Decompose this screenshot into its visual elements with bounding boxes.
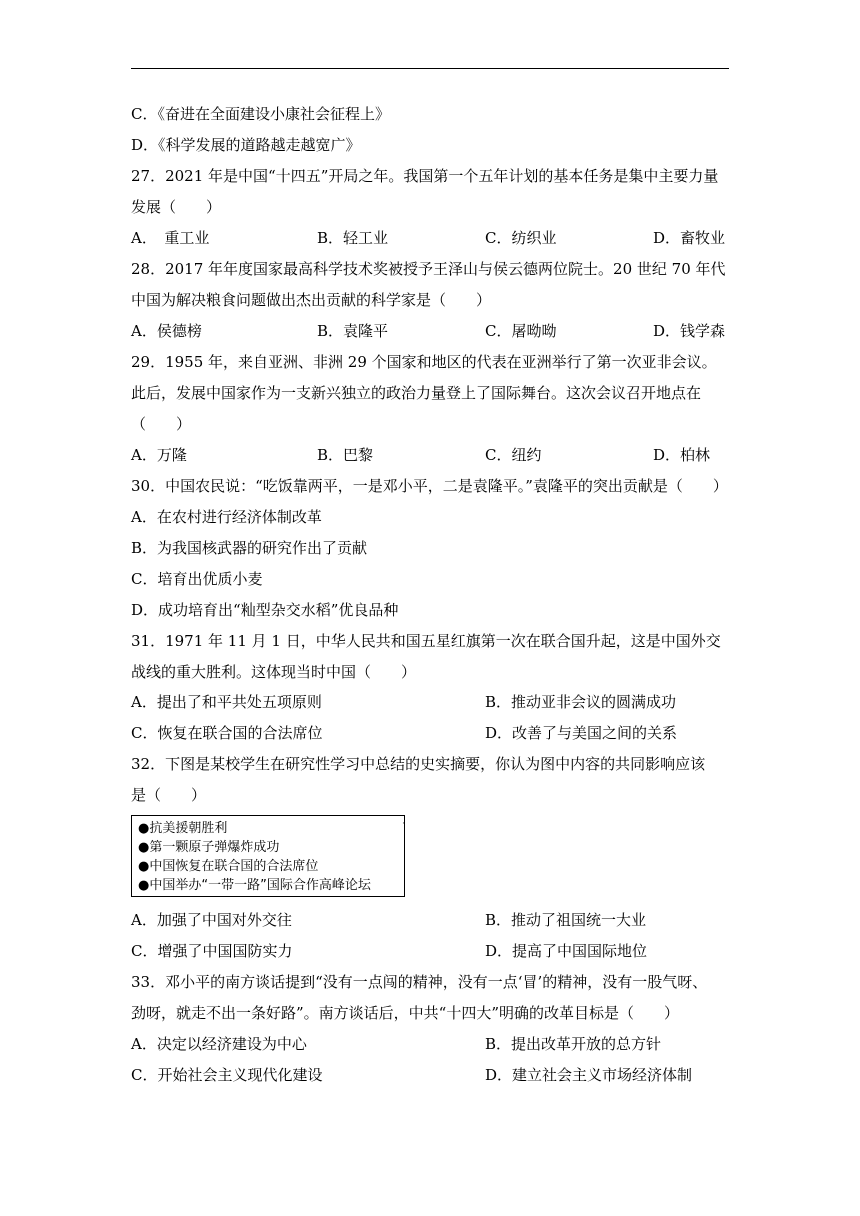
- figure-item: ●中国恢复在联合国的合法席位: [138, 859, 319, 874]
- q30-option-d: D．成功培育出“籼型杂交水稻”优良品种: [131, 601, 399, 619]
- q32-line-1: 32．下图是某校学生在研究性学习中总结的史实摘要，你认为图中内容的共同影响应该: [131, 755, 706, 773]
- q33-option-a: A．决定以经济建设为中心: [131, 1035, 307, 1053]
- q28-option-b: B．袁隆平: [317, 322, 389, 340]
- q28-options: [131, 321, 731, 341]
- q30-option-a: A．在农村进行经济体制改革: [131, 508, 322, 526]
- q27-line-1: 27．2021 年是中国“十四五”开局之年。我国第一个五年计划的基本任务是集中主要力量: [131, 167, 719, 185]
- q28-line-1: 28．2017 年年度国家最高科学技术奖被授予王泽山与侯云德两位院士。20 世纪 70 年代: [131, 260, 726, 278]
- q29-option-d: D．柏林: [653, 446, 711, 464]
- q31-option-b: B．推动亚非会议的圆满成功: [485, 693, 677, 711]
- q32-option-a: A．加强了中国对外交往: [131, 911, 292, 929]
- q29-options: [131, 445, 731, 465]
- corner-mark: ·: [402, 819, 405, 829]
- figure-item: ●中国举办“一带一路”国际合作高峰论坛: [138, 878, 371, 893]
- q29-option-c: C．纽约: [485, 446, 542, 464]
- q30-line-1: 30．中国农民说：“吃饭靠两平，一是邓小平，二是袁隆平。”袁隆平的突出贡献是（ ）: [131, 477, 728, 495]
- q33-option-b: B．提出改革开放的总方针: [485, 1035, 662, 1053]
- q33-option-d: D．建立社会主义市场经济体制: [485, 1066, 693, 1084]
- q28-option-c: C．屠呦呦: [485, 322, 557, 340]
- q29-line-2: 此后，发展中国家作为一支新兴独立的政治力量登上了国际舞台。这次会议召开地点在: [131, 384, 702, 402]
- q29-option-b: B．巴黎: [317, 446, 374, 464]
- q29-option-a: A．万隆: [131, 446, 187, 464]
- q27-option-d: D．畜牧业: [653, 229, 726, 247]
- q33-line-1: 33．邓小平的南方谈话提到“没有一点闯的精神，没有一点‘冒’的精神，没有一股气呀、: [131, 973, 708, 991]
- q27-line-2: 发展（ ）: [131, 198, 222, 216]
- option-c-prev: C．《奋进在全面建设小康社会征程上》: [131, 105, 390, 123]
- q33-option-c: C．开始社会主义现代化建设: [131, 1066, 323, 1084]
- q27-option-a: A． 重工业: [131, 229, 210, 247]
- header-rule: [131, 68, 729, 69]
- q29-line-3: （ ）: [131, 415, 192, 433]
- q31-option-c: C．恢复在联合国的合法席位: [131, 724, 323, 742]
- q33-options-row-1: [131, 1034, 731, 1054]
- q31-option-a: A．提出了和平共处五项原则: [131, 693, 322, 711]
- option-d-prev: D．《科学发展的道路越走越宽广》: [131, 136, 361, 154]
- q30-option-b: B．为我国核武器的研究作出了贡献: [131, 539, 368, 557]
- q31-line-1: 31．1971 年 11 月 1 日，中华人民共和国五星红旗第一次在联合国升起，这是中国外交: [131, 632, 721, 650]
- q32-options-row-2: [131, 941, 731, 961]
- q31-option-d: D．改善了与美国之间的关系: [485, 724, 678, 742]
- q28-option-d: D．钱学森: [653, 322, 726, 340]
- q27-option-b: B．轻工业: [317, 229, 389, 247]
- q32-option-d: D．提高了中国国际地位: [485, 942, 648, 960]
- facts-summary-figure: [131, 815, 405, 897]
- q27-option-c: C．纺织业: [485, 229, 557, 247]
- q31-options-row-2: [131, 723, 731, 743]
- q29-line-1: 29．1955 年，来自亚洲、非洲 29 个国家和地区的代表在亚洲举行了第一次亚非会议。: [131, 353, 717, 371]
- q32-options-row-1: [131, 910, 731, 930]
- q32-option-b: B．推动了祖国统一大业: [485, 911, 647, 929]
- q32-option-c: C．增强了中国国防实力: [131, 942, 293, 960]
- q32-line-2: 是（ ）: [131, 786, 207, 804]
- q30-option-c: C．培育出优质小麦: [131, 570, 263, 588]
- q28-option-a: A．侯德榜: [131, 322, 202, 340]
- q33-options-row-2: [131, 1065, 731, 1085]
- q31-line-2: 战线的重大胜利。这体现当时中国（ ）: [131, 663, 417, 681]
- q28-line-2: 中国为解决粮食问题做出杰出贡献的科学家是（ ）: [131, 291, 492, 309]
- q33-line-2: 劲呀，就走不出一条好路”。南方谈话后，中共“十四大”明确的改革目标是（ ）: [131, 1004, 680, 1022]
- q31-options-row-1: [131, 692, 731, 712]
- figure-item: ●第一颗原子弹爆炸成功: [138, 840, 280, 855]
- q27-options: [131, 228, 731, 248]
- figure-item: ●抗美援朝胜利: [138, 821, 228, 836]
